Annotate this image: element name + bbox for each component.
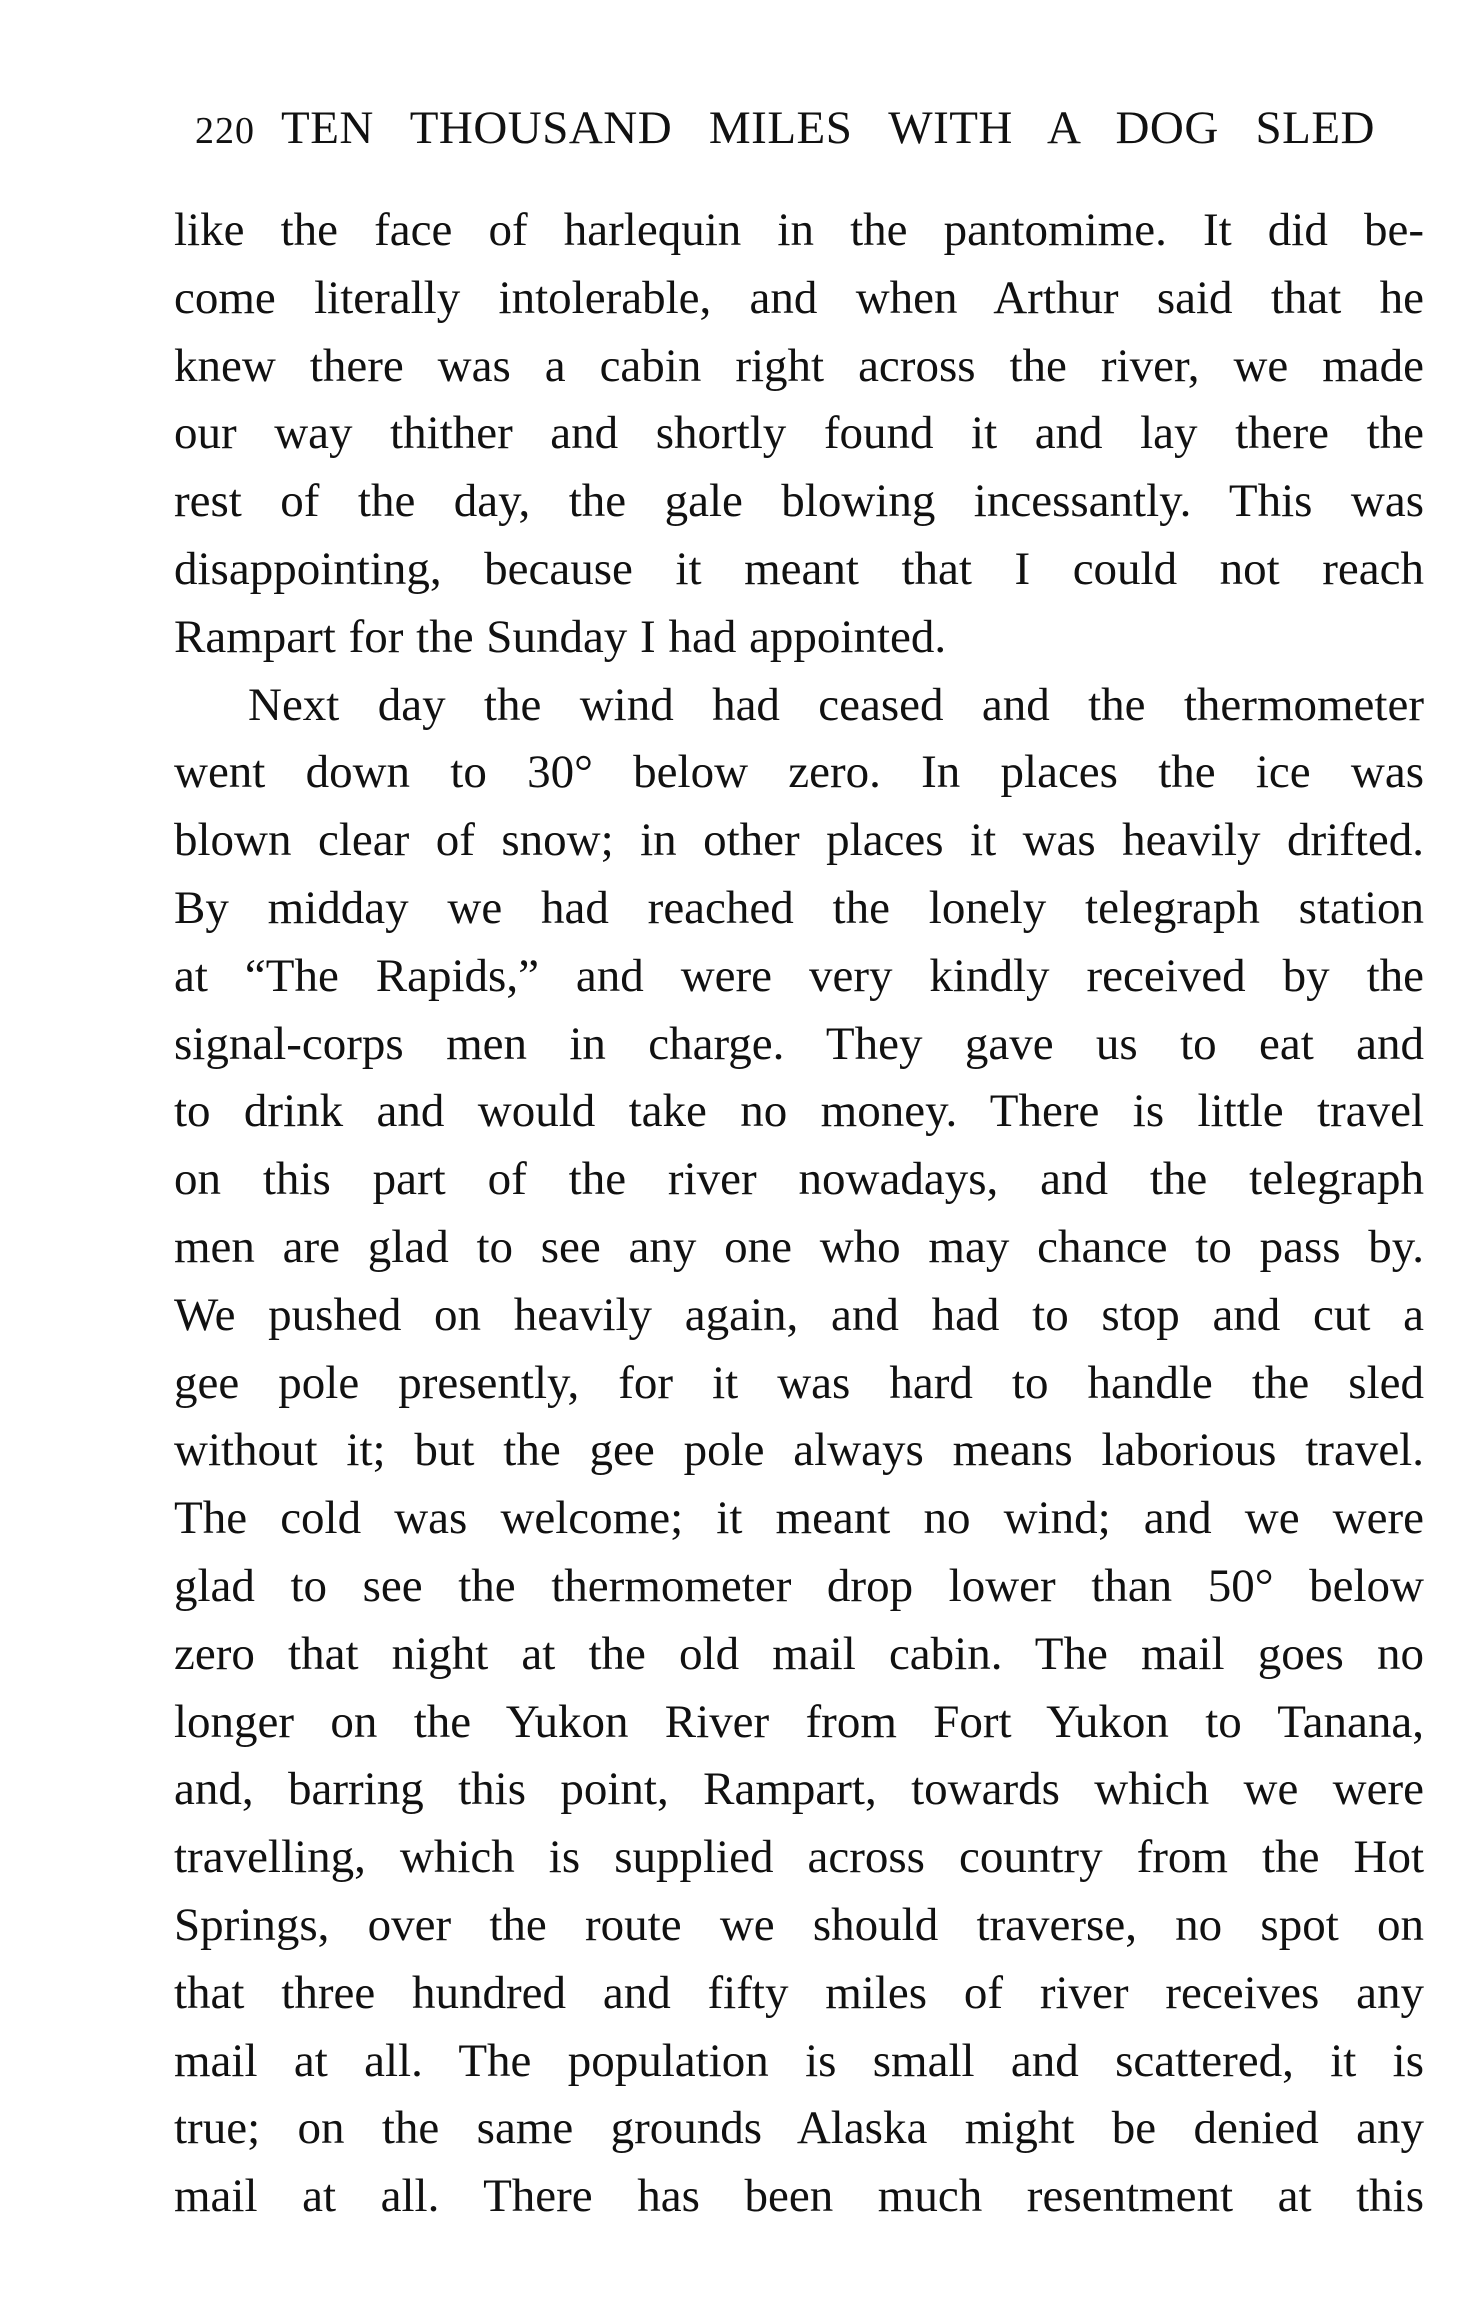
text-line: at “The Rapids,” and were very kindly received by the bbox=[174, 949, 1424, 1002]
text-line: true; on the same grounds Alaska might be denied any bbox=[174, 2102, 1424, 2155]
text-line: without it; but the gee pole always means laborious travel. bbox=[174, 1424, 1424, 1477]
text-line: zero that night at the old mail cabin. The mail goes no bbox=[174, 1627, 1424, 1680]
text-line: on this part of the river nowadays, and the telegraph bbox=[174, 1153, 1424, 1206]
text-line: men are glad to see any one who may chance to pass by. bbox=[174, 1220, 1424, 1273]
page-body bbox=[174, 197, 1424, 2231]
text-line: By midday we had reached the lonely telegraph station bbox=[174, 881, 1424, 934]
text-line: glad to see the thermometer drop lower than 50° below bbox=[174, 1559, 1424, 1612]
text-line: and, barring this point, Rampart, towards which we were bbox=[174, 1763, 1424, 1816]
text-line: rest of the day, the gale blowing incessantly. This was bbox=[174, 475, 1424, 528]
text-line: went down to 30° below zero. In places the ice was bbox=[174, 746, 1424, 799]
text-line: like the face of harlequin in the pantomime. It did be- bbox=[174, 204, 1424, 256]
text-line: come literally intolerable, and when Arthur said that he bbox=[174, 271, 1424, 324]
text-line: blown clear of snow; in other places it was heavily drifted. bbox=[174, 814, 1424, 867]
text-line: mail at all. The population is small and scattered, it is bbox=[174, 2034, 1424, 2087]
text-line: to drink and would take no money. There is little travel bbox=[174, 1085, 1424, 1138]
text-line: our way thither and shortly found it and lay there the bbox=[174, 407, 1424, 460]
text-line: disappointing, because it meant that I could not reach bbox=[174, 542, 1424, 595]
text-line: The cold was welcome; it meant no wind; and we were bbox=[174, 1492, 1424, 1545]
text-line: Next day the wind had ceased and the thermometer bbox=[248, 678, 1424, 731]
text-line: mail at all. There has been much resentment at this bbox=[174, 2170, 1424, 2223]
text-line: gee pole presently, for it was hard to handle the sled bbox=[174, 1356, 1424, 1409]
running-title: TEN THOUSAND MILES WITH A DOG SLED bbox=[281, 102, 1375, 154]
text-line: We pushed on heavily again, and had to stop and cut a bbox=[174, 1288, 1424, 1341]
text-line: signal-corps men in charge. They gave us to eat and bbox=[174, 1017, 1424, 1070]
text-line: longer on the Yukon River from Fort Yukon to Tanana, bbox=[174, 1695, 1424, 1748]
text-line: Rampart for the Sunday I had appointed. bbox=[174, 610, 947, 663]
page-number: 220 bbox=[195, 110, 255, 152]
text-line: knew there was a cabin right across the river, we made bbox=[174, 339, 1424, 392]
text-line: travelling, which is supplied across country from the Hot bbox=[174, 1831, 1424, 1884]
running-header bbox=[195, 100, 1375, 159]
text-line: that three hundred and fifty miles of river receives any bbox=[174, 1966, 1424, 2019]
text-line: Springs, over the route we should traverse, no spot on bbox=[174, 1898, 1424, 1951]
